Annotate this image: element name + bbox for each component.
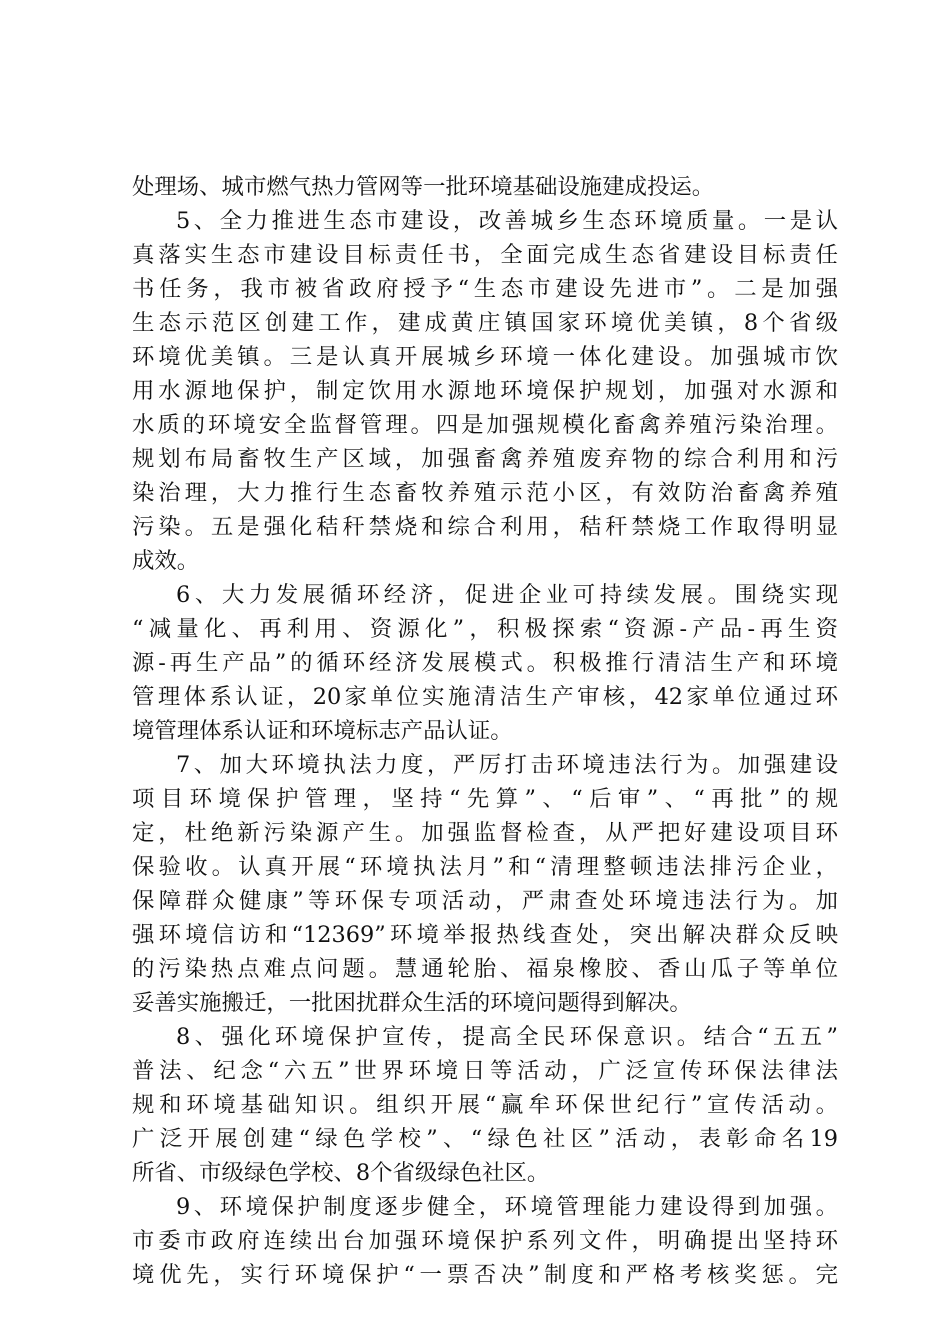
- text-line: 广泛开展创建“绿色学校”、“绿色社区”活动，表彰命名19: [132, 1126, 838, 1152]
- text-line: 定，杜绝新污染源产生。加强监督检查，从严把好建设项目环: [132, 820, 838, 846]
- text-line: 真落实生态市建设目标责任书，全面完成生态省建设目标责任: [132, 242, 838, 268]
- text-line: 污染。五是强化秸秆禁烧和综合利用，秸秆禁烧工作取得明显: [132, 514, 838, 540]
- text-line: 用水源地保护，制定饮用水源地环境保护规划，加强对水源和: [132, 378, 838, 404]
- text-line: 生态示范区创建工作，建成黄庄镇国家环境优美镇，8个省级: [132, 310, 838, 336]
- text-line: 市委市政府连续出台加强环境保护系列文件，明确提出坚持环: [132, 1228, 838, 1254]
- text-line: 处理场、城市燃气热力管网等一批环境基础设施建成投运。: [132, 174, 715, 200]
- text-line: “减量化、再利用、资源化”，积极探索“资源-产品-再生资: [132, 616, 838, 642]
- paragraph-heading-5: 5、全力推进生态市建设，改善城乡生态环境质量。一是认: [176, 208, 838, 234]
- body-text: [132, 170, 838, 1292]
- text-line: 所省、市级绿色学校、8个省级绿色社区。: [132, 1160, 550, 1186]
- text-line: 规和环境基础知识。组织开展“赢牟环保世纪行”宣传活动。: [132, 1092, 838, 1118]
- text-line: 管理体系认证，20家单位实施清洁生产审核，42家单位通过环: [132, 684, 838, 710]
- text-line: 环境优美镇。三是认真开展城乡环境一体化建设。加强城市饮: [132, 344, 838, 370]
- text-line: 水质的环境安全监督管理。四是加强规模化畜禽养殖污染治理。: [132, 412, 838, 438]
- text-line: 妥善实施搬迁，一批困扰群众生活的环境问题得到解决。: [132, 990, 692, 1016]
- paragraph-heading-8: 8、强化环境保护宣传，提高全民环保意识。结合“五五”: [176, 1024, 838, 1050]
- text-line: 强环境信访和“12369”环境举报热线查处，突出解决群众反映: [132, 922, 838, 948]
- text-line: 染治理，大力推行生态畜牧养殖示范小区，有效防治畜禽养殖: [132, 480, 838, 506]
- paragraph-heading-7: 7、加大环境执法力度，严厉打击环境违法行为。加强建设: [176, 752, 838, 778]
- text-line: 保障群众健康”等环保专项活动，严肃查处环境违法行为。加: [132, 888, 838, 914]
- paragraph-heading-9: 9、环境保护制度逐步健全，环境管理能力建设得到加强。: [176, 1194, 838, 1220]
- text-line: 境优先，实行环境保护“一票否决”制度和严格考核奖惩。完: [132, 1262, 838, 1288]
- text-line: 书任务，我市被省政府授予“生态市建设先进市”。二是加强: [132, 276, 838, 302]
- text-line: 源-再生产品”的循环经济发展模式。积极推行清洁生产和环境: [132, 650, 838, 676]
- paragraph-heading-6: 6、大力发展循环经济，促进企业可持续发展。围绕实现: [176, 582, 838, 608]
- text-line: 的污染热点难点问题。慧通轮胎、福泉橡胶、香山瓜子等单位: [132, 956, 838, 982]
- text-line: 普法、纪念“六五”世界环境日等活动，广泛宣传环保法律法: [132, 1058, 838, 1084]
- text-line: 保验收。认真开展“环境执法月”和“清理整顿违法排污企业，: [132, 854, 838, 880]
- text-line: 规划布局畜牧生产区域，加强畜禽养殖废弃物的综合利用和污: [132, 446, 838, 472]
- text-line: 境管理体系认证和环境标志产品认证。: [132, 718, 513, 744]
- text-line: 项目环境保护管理，坚持“先算”、“后审”、“再批”的规: [132, 786, 838, 812]
- text-line: 成效。: [132, 548, 200, 574]
